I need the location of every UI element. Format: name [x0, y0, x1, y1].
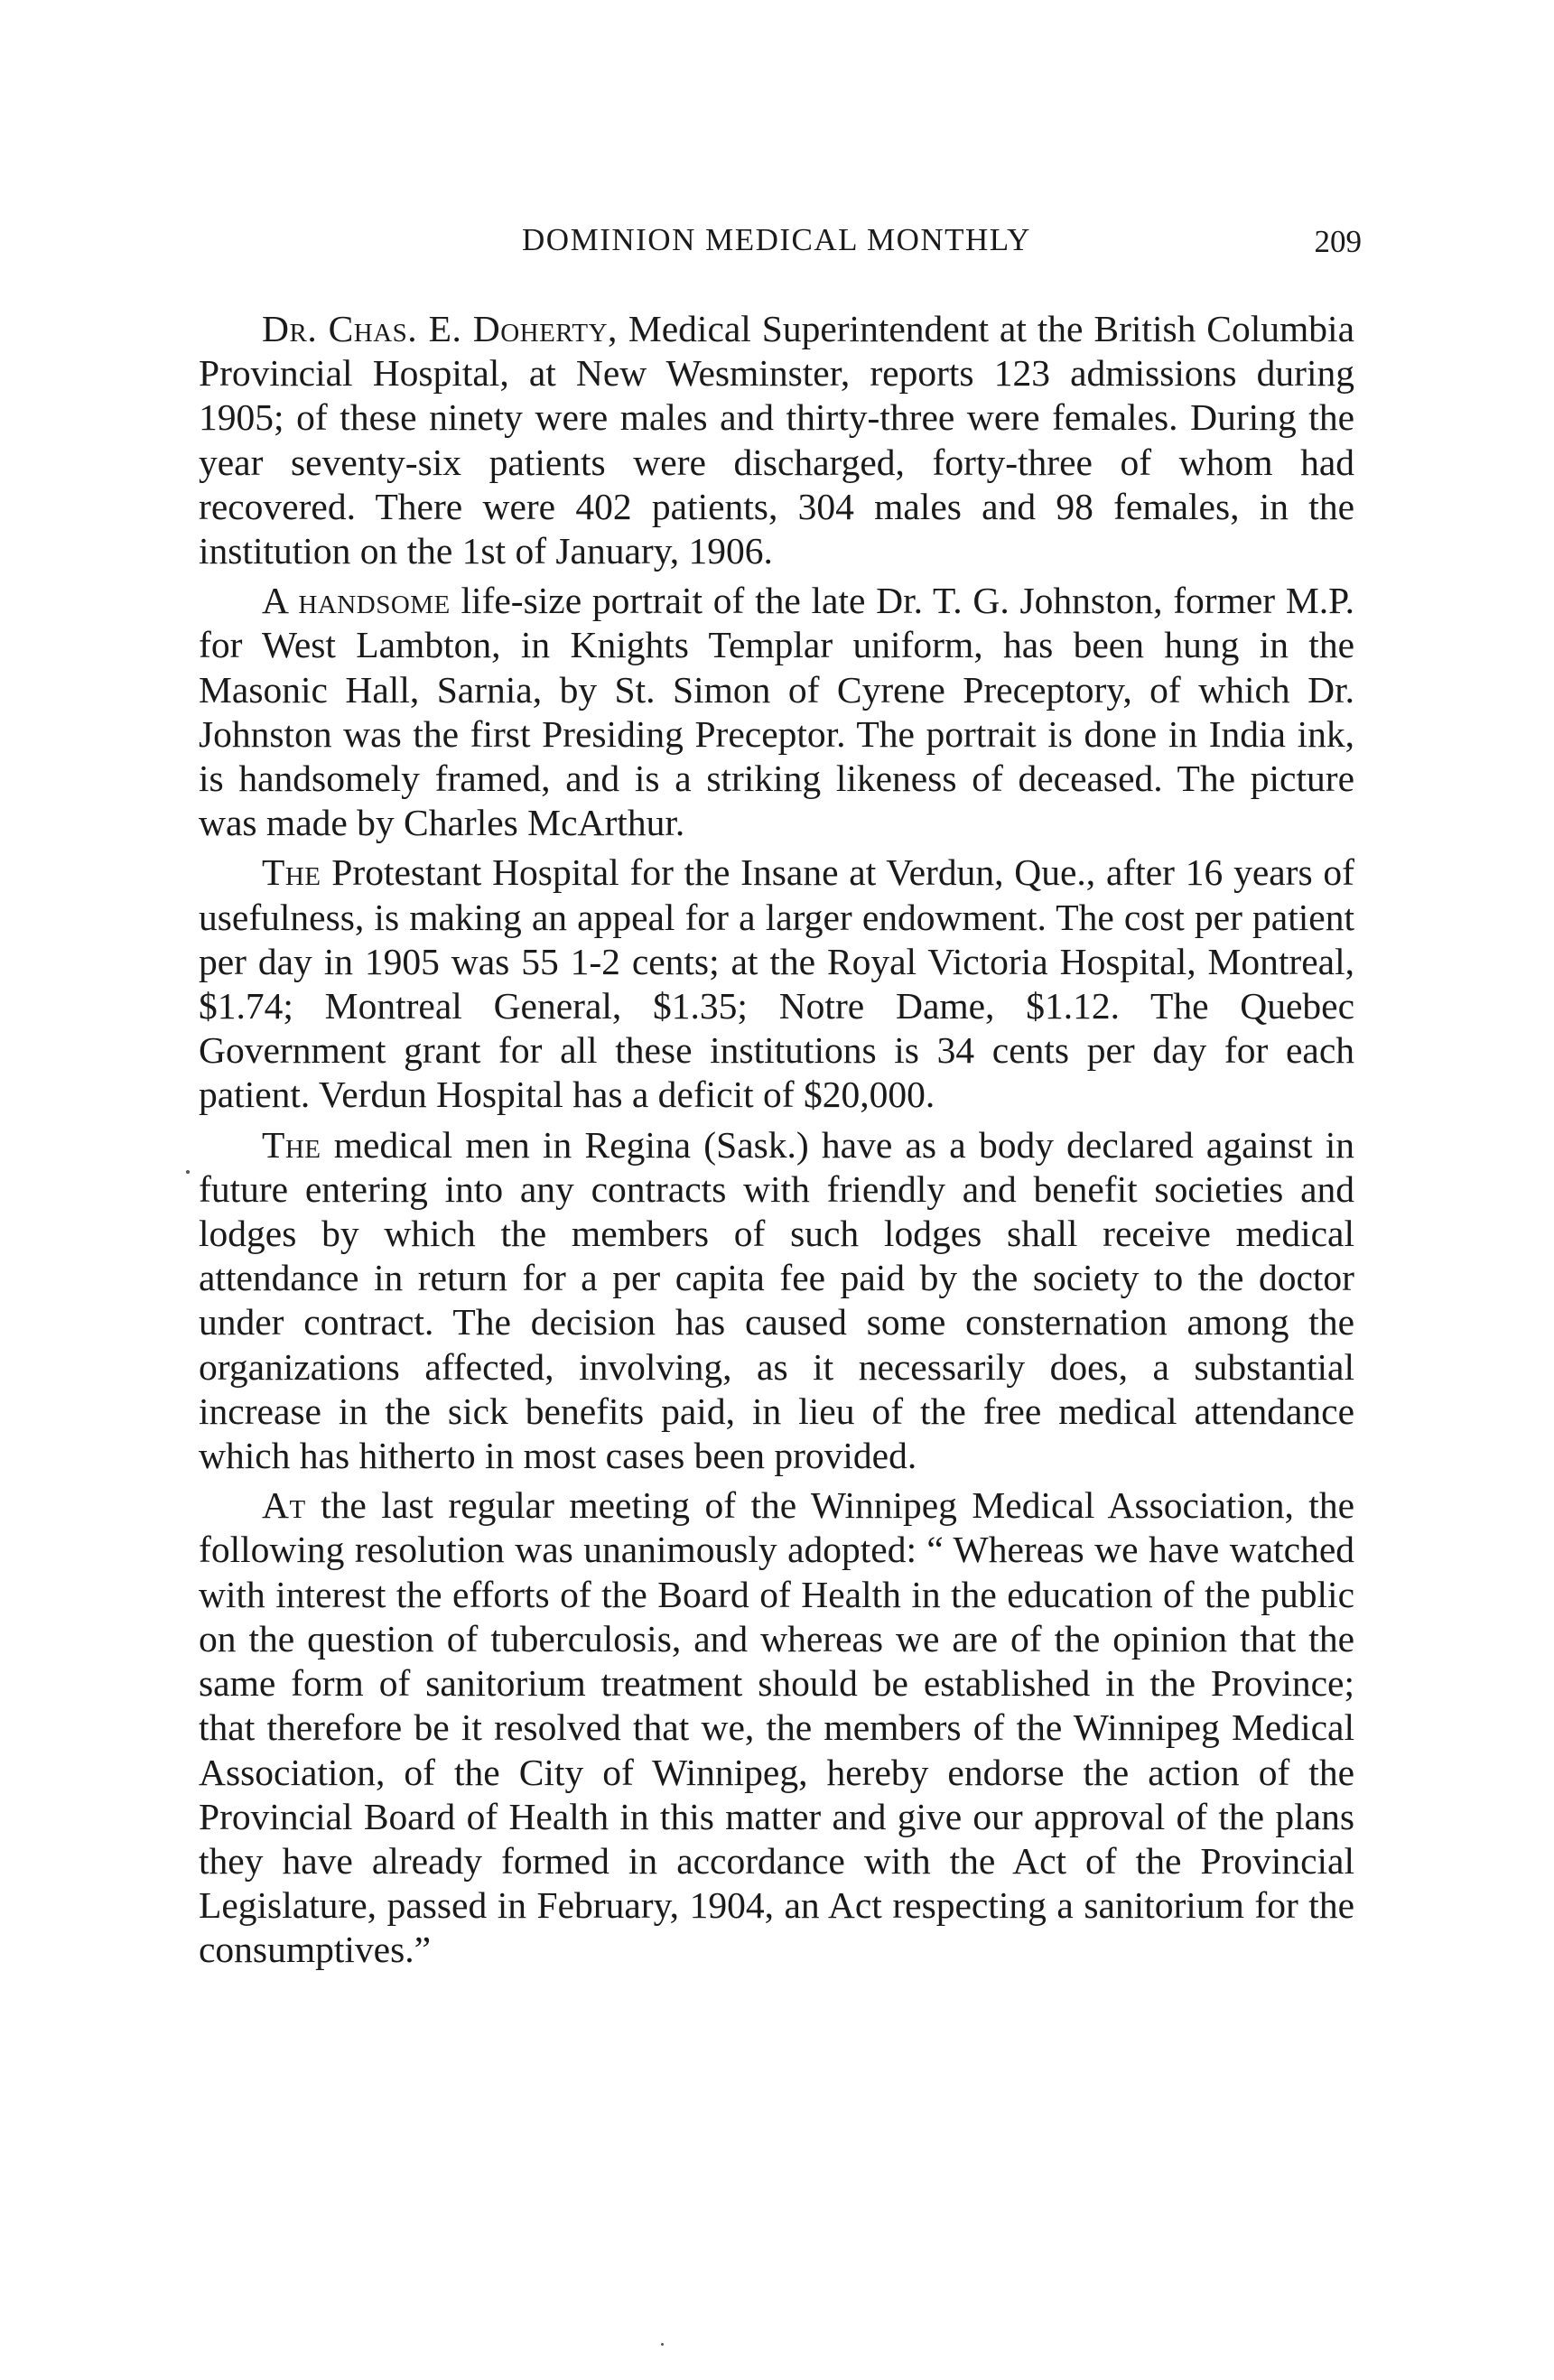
paragraph-verdun-hospital — [199, 851, 1354, 1117]
paragraph-regina-contracts — [199, 1123, 1354, 1479]
running-title: DOMINION MEDICAL MONTHLY — [522, 222, 1031, 257]
paragraph-lead: Dr. Chas. E. Doherty, — [262, 308, 618, 349]
paragraph-winnipeg-resolution — [199, 1483, 1354, 1972]
paragraph-johnston-portrait — [199, 579, 1354, 845]
paragraph-text: medical men in Regina (Sask.) have as a body declared against in future entering into any contracts with friendly and benefit societies and lodges by which the members of such lodges shall receive medical attendance in return for a per capita fee paid by the society to the doctor under contract. The decision has caused some consternation among the organizations affected, involving, as it necessarily does, a substantial increase in the sick benefits paid, in lieu of the free medical attendance which has hitherto in most cases been provided. — [199, 1123, 1354, 1477]
page-header — [199, 215, 1362, 269]
paragraph-text: Medical Superintendent at the British Columbia Provincial Hospital, at New Wesminster, reports 123 admissions during 1905; of these ninety were males and thirty-three were females. During the year seventy-six patients were discharged, forty-three of whom had recovered. There were 402 patients, 304 males and 98 females, in the institution on the 1st of January, 1906. — [199, 308, 1354, 572]
document-page — [199, 215, 1362, 1978]
paragraph-lead: The — [262, 851, 321, 894]
paragraph-text: the last regular meeting of the Winnipeg Medical Association, the following resolution was unanimously adopted: “ Whereas we have watched with interest the efforts of the Board of Health in the education of the public on the question of tuberculosis, and whereas we are of the opinion that the same form of sanitorium treatment should be established in the Province; that therefore be it resolved that we, the members of the Winnipeg Medical Association, of the City of Winnipeg, hereby endorse the action of the Provincial Board of Health in this matter and give our approval of the plans they have already formed in accordance with the Act of the Provincial Legislature, passed in February, 1904, an Act respecting a sanitorium for the consumptives.” — [199, 1484, 1354, 1971]
paragraph-lead: The — [262, 1123, 321, 1166]
page-number: 209 — [1314, 224, 1362, 259]
margin-speck — [186, 1170, 190, 1174]
paragraph-text: Protestant Hospital for the Insane at Verdun, Que., after 16 years of usefulness, is making an appeal for a larger endowment. The cost per patient per day in 1905 was 55 1-2 cents; at the Royal Victoria Hospital, Montreal, $1.74; Montreal General, $1.35; Notre Dame, $1.12. The Quebec Government grant for all these institutions is 34 cents per day for each patient. Verdun Hospital has a deficit of $20,000. — [199, 851, 1354, 1116]
paragraph-lead: A handsome — [262, 580, 451, 622]
margin-speck — [661, 2343, 664, 2346]
paragraph-lead: At — [262, 1484, 306, 1527]
paragraph-doherty-report — [199, 307, 1354, 573]
paragraph-text: life-size portrait of the late Dr. T. G. Johnston, former M.P. for West Lambton, in Knights Templar uniform, has been hung in the Masonic Hall, Sarnia, by St. Simon of Cyrene Preceptory, of which Dr. Johnston was the first Presiding Preceptor. The portrait is done in India ink, is handsomely framed, and is a striking likeness of deceased. The picture was made by Charles McArthur. — [199, 580, 1354, 844]
